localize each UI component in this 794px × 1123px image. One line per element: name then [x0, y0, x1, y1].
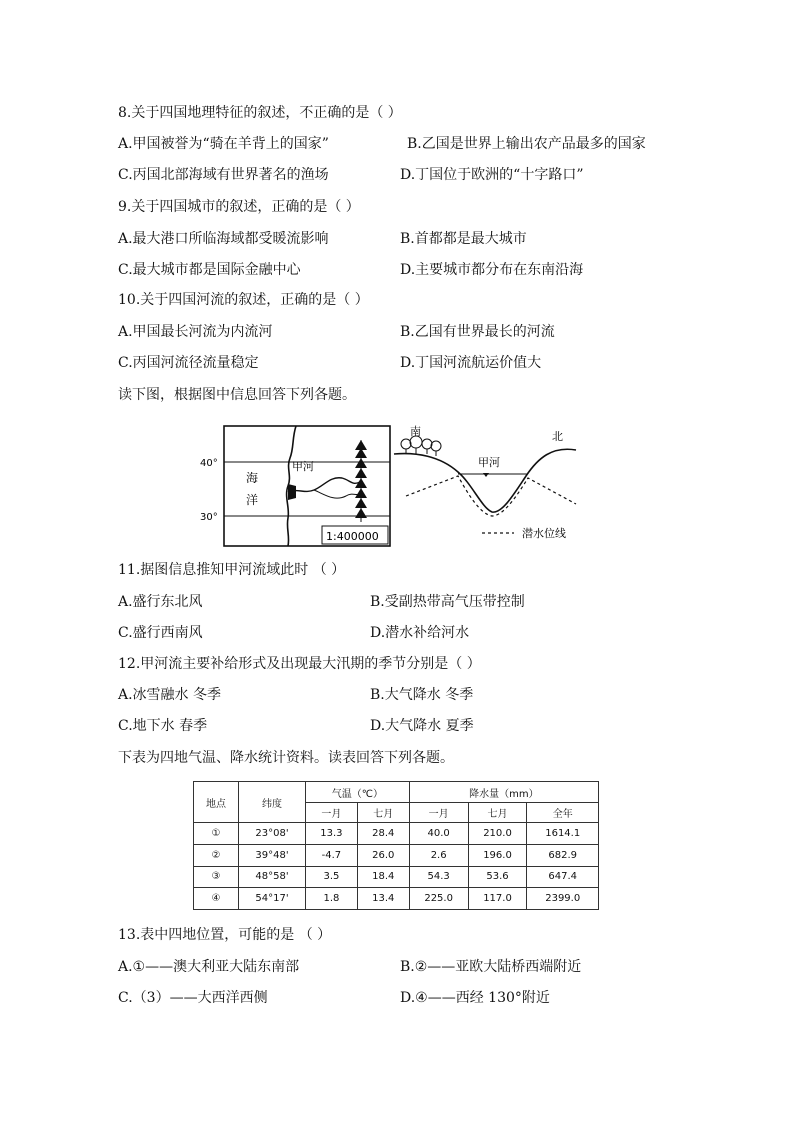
question-11-option-c: C.盛行西南风 — [118, 625, 203, 641]
question-10-stem: 10.关于四国河流的叙述，正确的是（ ） — [118, 292, 369, 308]
cell: 28.4 — [357, 823, 409, 845]
cell: 39°48' — [239, 844, 306, 866]
question-12-stem: 12.甲河流主要补给形式及出现最大汛期的季节分别是（ ） — [118, 656, 481, 672]
map-scale: 1:400000 — [326, 530, 379, 543]
river-map — [200, 426, 390, 546]
cell: 2399.0 — [527, 888, 599, 910]
cell: ② — [194, 844, 239, 866]
cell: 54.3 — [409, 866, 468, 888]
north-label: 北 — [552, 430, 563, 443]
question-11-stem: 11.据图信息推知甲河流域此时 （ ） — [118, 562, 346, 578]
cell: 3.5 — [306, 866, 358, 888]
question-13-option-c: C.（3）——大西洋西侧 — [118, 990, 268, 1006]
th-latitude: 纬度 — [239, 782, 306, 823]
question-13-option-b: B.②——亚欧大陆桥西端附近 — [400, 959, 582, 975]
question-8-stem: 8.关于四国地理特征的叙述，不正确的是（ ） — [118, 105, 402, 121]
question-13-option-a: A.①——澳大利亚大陆东南部 — [118, 959, 300, 975]
question-8-option-b: B.乙国是世界上输出农产品最多的国家 — [407, 136, 646, 152]
cell: 1614.1 — [527, 823, 599, 845]
cell: ③ — [194, 866, 239, 888]
cell: 23°08' — [239, 823, 306, 845]
lat-30-label: 30° — [200, 512, 218, 523]
river-cross-section — [394, 425, 576, 540]
question-8-option-c: C.丙国北部海域有世界著名的渔场 — [118, 167, 329, 183]
question-10-option-a: A.甲国最长河流为内流河 — [118, 324, 273, 340]
question-11-option-d: D.潜水补给河水 — [370, 625, 470, 641]
question-9-option-c: C.最大城市都是国际金融中心 — [118, 262, 301, 278]
cell: 26.0 — [357, 844, 409, 866]
cell: 210.0 — [468, 823, 527, 845]
cell: 13.3 — [306, 823, 358, 845]
th-temp-jan: 一月 — [306, 803, 358, 823]
cell: 1.8 — [306, 888, 358, 910]
table-row — [194, 866, 599, 888]
table-row — [194, 844, 599, 866]
lat-40-label: 40° — [200, 458, 218, 469]
th-precipitation: 降水量（mm） — [409, 782, 598, 803]
river-profile-label: 甲河 — [478, 456, 500, 469]
question-8-option-a: A.甲国被誉为“骑在羊背上的国家” — [118, 136, 329, 152]
question-12-option-a: A.冰雪融水 冬季 — [118, 687, 222, 703]
question-9-option-b: B.首都都是最大城市 — [400, 231, 527, 247]
cell: ④ — [194, 888, 239, 910]
cell: 647.4 — [527, 866, 599, 888]
figure-intro: 读下图，根据图中信息回答下列各题。 — [118, 387, 356, 403]
question-9-stem: 9.关于四国城市的叙述，正确的是（ ） — [118, 199, 360, 215]
cell: 53.6 — [468, 866, 527, 888]
question-11-option-b: B.受副热带高气压带控制 — [370, 594, 525, 610]
question-12-option-b: B.大气降水 冬季 — [370, 687, 474, 703]
question-9-option-a: A.最大港口所临海域都受暖流影响 — [118, 231, 329, 247]
th-precip-annual: 全年 — [527, 803, 599, 823]
river-map-label: 甲河 — [292, 460, 314, 473]
cell: 18.4 — [357, 866, 409, 888]
question-12-option-d: D.大气降水 夏季 — [370, 718, 474, 734]
water-table-line — [406, 476, 576, 516]
cell: 117.0 — [468, 888, 527, 910]
sea-label-2: 洋 — [246, 493, 259, 507]
question-9-option-d: D.主要城市都分布在东南沿海 — [400, 262, 584, 278]
question-8-option-d: D.丁国位于欧洲的“十字路口” — [400, 167, 584, 183]
cell: -4.7 — [306, 844, 358, 866]
cell: 225.0 — [409, 888, 468, 910]
table-intro: 下表为四地气温、降水统计资料。读表回答下列各题。 — [118, 750, 454, 766]
cell: ① — [194, 823, 239, 845]
question-10-option-d: D.丁国河流航运价值大 — [400, 355, 542, 371]
cell: 13.4 — [357, 888, 409, 910]
question-11-option-a: A.盛行东北风 — [118, 594, 203, 610]
question-12-option-c: C.地下水 春季 — [118, 718, 208, 734]
th-temperature: 气温（℃） — [306, 782, 410, 803]
table-row — [194, 823, 599, 845]
question-13-option-d: D.④——西经 130°附近 — [400, 990, 550, 1006]
th-temp-jul: 七月 — [357, 803, 409, 823]
sea-label-1: 海 — [246, 471, 259, 485]
climate-table — [193, 781, 599, 910]
water-table-legend: 潜水位线 — [522, 527, 566, 540]
river-channel — [288, 478, 360, 492]
cell: 196.0 — [468, 844, 527, 866]
cell: 682.9 — [527, 844, 599, 866]
table-row — [194, 888, 599, 910]
question-10-option-b: B.乙国有世界最长的河流 — [400, 324, 555, 340]
cell: 54°17' — [239, 888, 306, 910]
river-figure — [196, 420, 596, 555]
cell: 2.6 — [409, 844, 468, 866]
th-place: 地点 — [194, 782, 239, 823]
question-10-option-c: C.丙国河流径流量稳定 — [118, 355, 259, 371]
question-13-stem: 13.表中四地位置，可能的是 （ ） — [118, 927, 332, 943]
th-precip-jul: 七月 — [468, 803, 527, 823]
mountain-trees — [355, 440, 367, 522]
cell: 40.0 — [409, 823, 468, 845]
cell: 48°58' — [239, 866, 306, 888]
th-precip-jan: 一月 — [409, 803, 468, 823]
south-label: 南 — [410, 425, 421, 438]
